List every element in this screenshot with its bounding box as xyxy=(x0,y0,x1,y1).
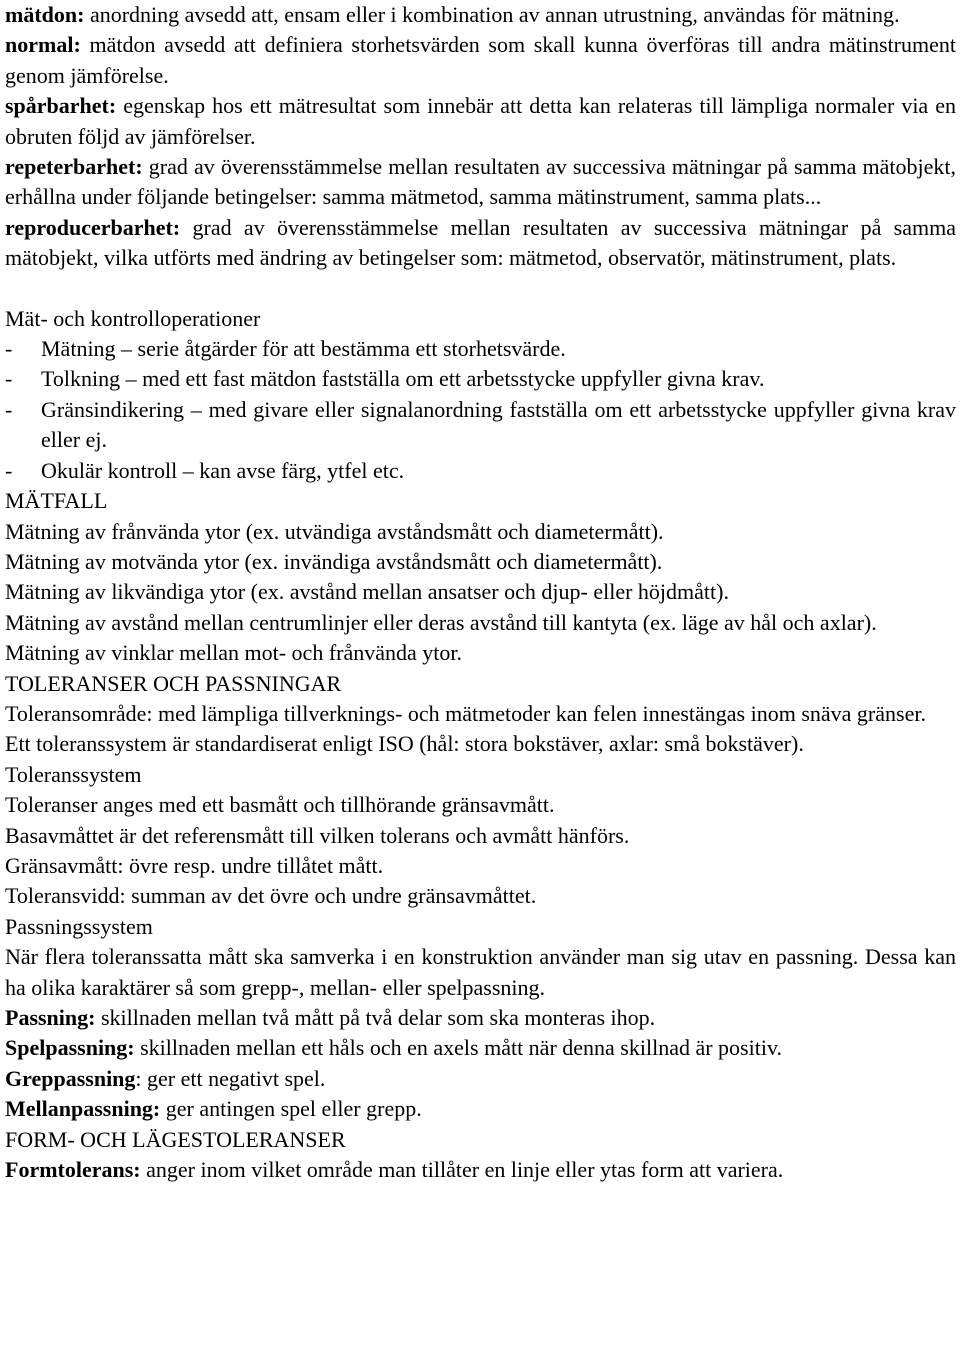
toleranser-line: Toleransområde: med lämpliga tillverknings- och mätmetoder kan felen innestängas inom snäva gränser. xyxy=(5,700,926,726)
matfall-line: Mätning av likvändiga ytor (ex. avstånd mellan ansatser och djup- eller höjdmått). xyxy=(5,579,729,605)
definition-text: egenskap hos ett mätresultat som innebär att detta kan relateras till lämpliga normaler via en obruten följd av jämförelser. xyxy=(5,93,956,149)
operation-item xyxy=(5,364,956,394)
matfall-line: Mätning av vinklar mellan mot- och frånvända ytor. xyxy=(5,640,462,666)
operation-text: Mätning – serie åtgärder för att bestämma ett storhetsvärde. xyxy=(41,336,566,362)
toleranser-line: Basavmåttet är det referensmått till vilken tolerans och avmått hänförs. xyxy=(5,822,630,848)
definition-term: mätdon: xyxy=(5,2,85,27)
spelpassning-definition xyxy=(5,1033,956,1063)
definition-text: mätdon avsedd att definiera storhetsvärden som skall kunna överföras till andra mätinstrument genom jämförelse. xyxy=(5,32,956,88)
definition-term: normal: xyxy=(5,32,81,58)
spelpassning-text: skillnaden mellan ett håls och en axels mått när denna skillnad är positiv. xyxy=(134,1035,783,1061)
definition-repeterbarhet xyxy=(5,152,956,213)
passning-definition xyxy=(5,1003,956,1033)
operation-text: Tolkning – med ett fast mätdon fastställa om ett arbetsstycke uppfyller givna krav. xyxy=(41,366,765,392)
greppassning-text: : ger ett negativt spel. xyxy=(135,1065,326,1091)
operations-heading: Mät- och kontrolloperationer xyxy=(5,305,261,331)
definition-text: grad av överensstämmelse mellan resultaten av successiva mätningar på samma mätobjekt, vilka utförts med ändring av betingelser som: mätmetod, observatör, mätinstrument, plats. xyxy=(5,214,956,271)
operation-item xyxy=(5,334,956,364)
toleranser-line: Gränsavmått: övre resp. undre tillåtet mått. xyxy=(5,852,384,878)
form-heading: FORM- OCH LÄGESTOLERANSER xyxy=(5,1126,346,1152)
matfall-line: Mätning av avstånd mellan centrumlinjer eller deras avstånd till kantyta (ex. läge av hål och axlar). xyxy=(5,609,877,635)
matfall-line: Mätning av motvända ytor (ex. invändiga avståndsmått och diametermått). xyxy=(5,548,663,574)
passning-text: skillnaden mellan två mått på två delar som ska monteras ihop. xyxy=(95,1005,656,1030)
toleranser-line: Toleransvidd: summan av det övre och undre gränsavmåttet. xyxy=(5,883,537,909)
definition-reproducerbarhet xyxy=(5,213,956,274)
greppassning-term: Greppassning xyxy=(5,1065,136,1091)
passning-term: Passning: xyxy=(5,1005,96,1030)
list-dash: - xyxy=(5,336,13,362)
definition-normal xyxy=(5,30,956,91)
list-dash: - xyxy=(5,396,13,422)
toleranser-heading: TOLERANSER OCH PASSNINGAR xyxy=(5,670,342,696)
mellanpassning-definition xyxy=(5,1094,956,1124)
definition-term: reproducerbarhet: xyxy=(5,214,181,240)
toleranssystem-heading: Toleranssystem xyxy=(5,761,142,787)
list-dash: - xyxy=(5,366,13,392)
formtolerans-text: anger inom vilket område man tillåter en linje eller ytas form att variera. xyxy=(140,1157,784,1183)
greppassning-definition xyxy=(5,1064,956,1094)
spacer xyxy=(5,274,956,304)
definition-term: spårbarhet: xyxy=(5,93,117,119)
definition-text: anordning avsedd att, ensam eller i kombination av annan utrustning, användas för mätning. xyxy=(84,2,900,27)
definition-term: repeterbarhet: xyxy=(5,154,143,180)
formtolerans-definition xyxy=(5,1155,956,1185)
operation-text: Gränsindikering – med givare eller signalanordning fastställa om ett arbetsstycke uppfyller givna krav eller ej. xyxy=(41,396,956,453)
list-dash: - xyxy=(5,457,13,483)
definition-text: grad av överensstämmelse mellan resultaten av successiva mätningar på samma mätobjekt, erhållna under följande betingelser: samma mätmetod, samma mätinstrument, samma plats... xyxy=(5,154,956,210)
toleranser-line: Toleranser anges med ett basmått och tillhörande gränsavmått. xyxy=(5,792,555,818)
definition-matdon xyxy=(5,0,956,30)
toleranser-line: Ett toleranssystem är standardiserat enligt ISO (hål: stora bokstäver, axlar: små bokstäver). xyxy=(5,731,804,757)
spelpassning-term: Spelpassning: xyxy=(5,1035,135,1061)
operation-item xyxy=(5,395,956,456)
mellanpassning-term: Mellanpassning: xyxy=(5,1096,161,1122)
operation-text: Okulär kontroll – kan avse färg, ytfel etc. xyxy=(41,457,405,483)
definition-sparbarhet xyxy=(5,91,956,152)
mellanpassning-text: ger antingen spel eller grepp. xyxy=(160,1096,422,1122)
passningssystem-heading: Passningssystem xyxy=(5,913,153,939)
matfall-heading: MÄTFALL xyxy=(5,488,108,514)
formtolerans-term: Formtolerans: xyxy=(5,1157,141,1183)
operation-item xyxy=(5,456,956,486)
matfall-line: Mätning av frånvända ytor (ex. utvändiga avståndsmått och diametermått). xyxy=(5,518,664,544)
toleranser-line: När flera toleranssatta mått ska samverka i en konstruktion använder man sig utav en passning. Dessa kan ha olika karaktärer så som grepp-, mellan- eller spelpassning. xyxy=(5,944,956,1000)
